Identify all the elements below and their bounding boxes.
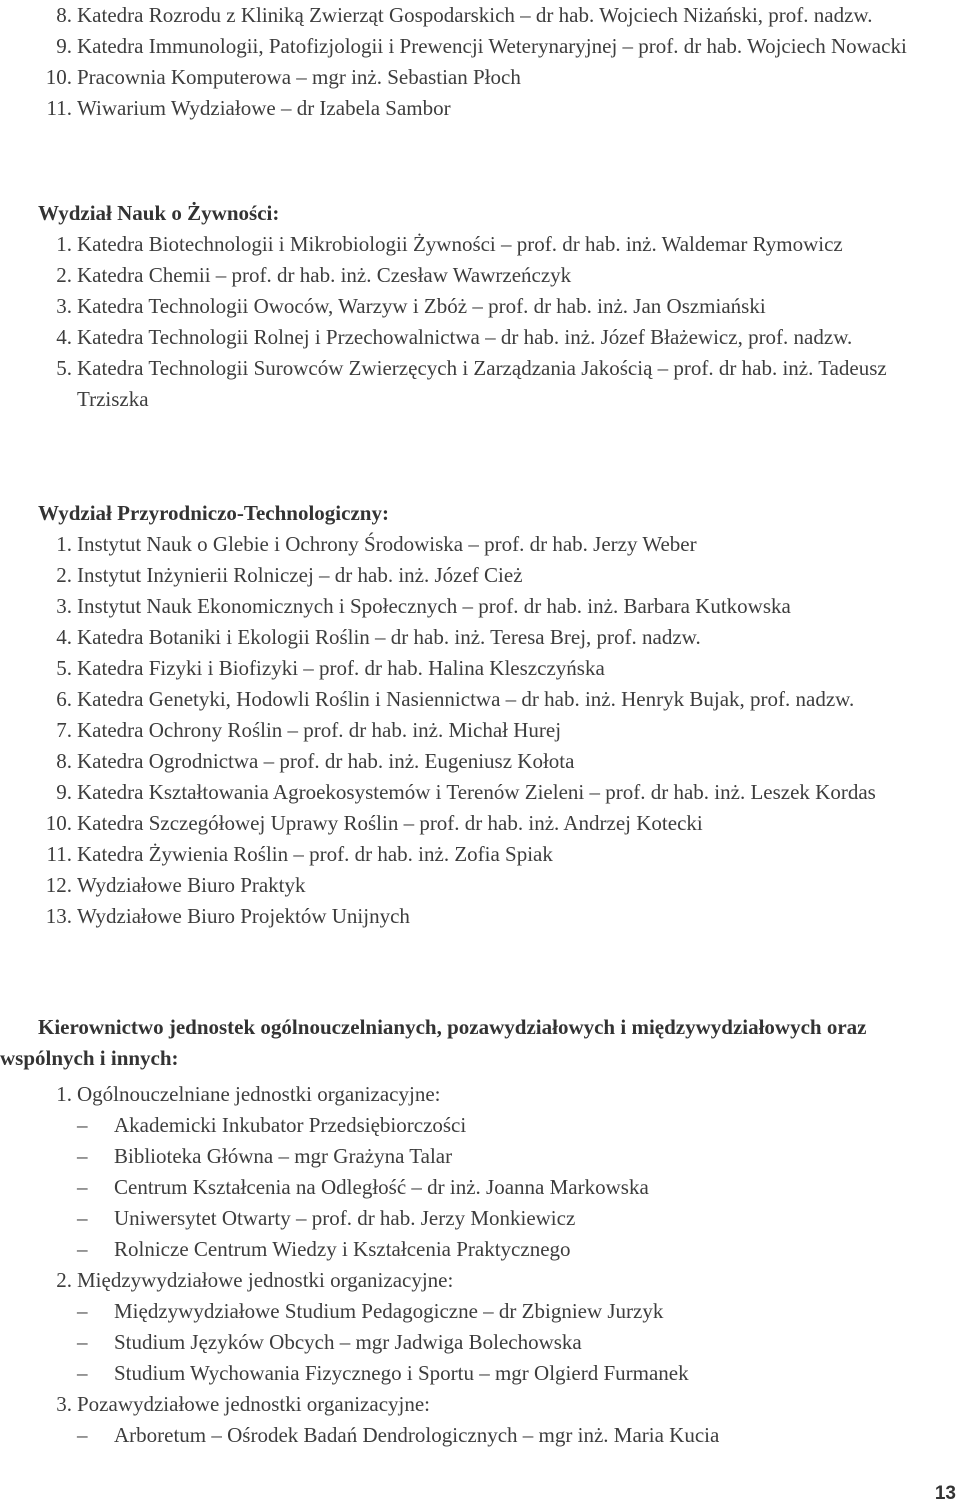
- list-item: [38, 653, 958, 684]
- unit-group: [38, 1265, 958, 1389]
- item-number: 2.: [56, 563, 72, 587]
- item-number: 10.: [45, 811, 72, 835]
- list-item: [38, 229, 958, 260]
- list-item: [38, 808, 958, 839]
- item-text: Katedra Kształtowania Agroekosystemów i Terenów Zieleni – prof. dr hab. inż. Leszek Kordas: [77, 780, 876, 804]
- item-text: Pracownia Komputerowa – mgr inż. Sebastian Płoch: [77, 65, 521, 89]
- dash-glyph: –: [77, 1237, 88, 1261]
- item-text: Katedra Biotechnologii i Mikrobiologii Żywności – prof. dr hab. inż. Waldemar Rymowicz: [77, 232, 843, 256]
- list-item: [38, 291, 958, 322]
- sub-item: [77, 1172, 958, 1203]
- list-item: [38, 777, 958, 808]
- list-item: [38, 260, 958, 291]
- item-text: Instytut Nauk o Glebie i Ochrony Środowiska – prof. dr hab. Jerzy Weber: [77, 532, 697, 556]
- group-number: 1.: [56, 1082, 72, 1106]
- list-item: [38, 353, 958, 415]
- leadership-heading: Kierownictwo jednostek ogólnouczelnianych, pozawydziałowych i międzywydziałowych oraz wspólnych i innych:: [0, 1015, 867, 1070]
- item-number: 9.: [56, 780, 72, 804]
- item-number: 5.: [56, 656, 72, 680]
- sub-item-text: Studium Wychowania Fizycznego i Sportu – mgr Olgierd Furmanek: [114, 1361, 689, 1385]
- dash-glyph: –: [77, 1299, 88, 1323]
- item-text: Katedra Botaniki i Ekologii Roślin – dr hab. inż. Teresa Brej, prof. nadzw.: [77, 625, 701, 649]
- group-title: Pozawydziałowe jednostki organizacyjne:: [77, 1392, 431, 1416]
- list-item: [38, 715, 958, 746]
- item-number: 8.: [56, 3, 72, 27]
- sub-item: [77, 1296, 958, 1327]
- unit-group: [38, 1079, 958, 1265]
- sub-item-text: Biblioteka Główna – mgr Grażyna Talar: [114, 1144, 453, 1168]
- sub-item: [77, 1203, 958, 1234]
- sub-item-text: Uniwersytet Otwarty – prof. dr hab. Jerzy Monkiewicz: [114, 1206, 576, 1230]
- item-text: Katedra Technologii Rolnej i Przechowalnictwa – dr hab. inż. Józef Błażewicz, prof. nadzw.: [77, 325, 853, 349]
- section-natural-technological: [38, 498, 958, 932]
- dash-glyph: –: [77, 1113, 88, 1137]
- sub-item: [77, 1141, 958, 1172]
- sub-item: [77, 1420, 958, 1451]
- item-text: Katedra Genetyki, Hodowli Roślin i Nasiennictwa – dr hab. inż. Henryk Bujak, prof. nadzw.: [77, 687, 855, 711]
- list-item: [38, 529, 958, 560]
- dash-glyph: –: [77, 1144, 88, 1168]
- item-text: Katedra Szczegółowej Uprawy Roślin – prof. dr hab. inż. Andrzej Kotecki: [77, 811, 703, 835]
- item-number: 9.: [56, 34, 72, 58]
- item-number: 5.: [56, 356, 72, 380]
- item-number: 6.: [56, 687, 72, 711]
- list-item: [38, 591, 958, 622]
- list-item: [38, 684, 958, 715]
- item-text: Katedra Rozrodu z Kliniką Zwierząt Gospodarskich – dr hab. Wojciech Niżański, prof. nadzw.: [77, 3, 873, 27]
- dash-glyph: –: [77, 1361, 88, 1385]
- section-continued: [38, 0, 958, 124]
- unit-list: [38, 529, 958, 932]
- item-text: Wydziałowe Biuro Projektów Unijnych: [77, 904, 410, 928]
- dash-glyph: –: [77, 1330, 88, 1354]
- item-number: 12.: [45, 873, 72, 897]
- sub-item-text: Centrum Kształcenia na Odległość – dr inż. Joanna Markowska: [114, 1175, 649, 1199]
- group-title: Ogólnouczelniane jednostki organizacyjne:: [77, 1082, 441, 1106]
- item-number: 11.: [46, 842, 72, 866]
- sub-list: [77, 1110, 958, 1265]
- dash-glyph: –: [77, 1206, 88, 1230]
- item-text: Katedra Żywienia Roślin – prof. dr hab. inż. Zofia Spiak: [77, 842, 553, 866]
- sub-item: [77, 1110, 958, 1141]
- item-text: Katedra Immunologii, Patofizjologii i Prewencji Weterynaryjnej – prof. dr hab. Wojciech Nowacki: [77, 34, 907, 58]
- section-heading: Wydział Nauk o Żywności:: [38, 201, 280, 225]
- sub-item-text: Arboretum – Ośrodek Badań Dendrologicznych – mgr inż. Maria Kucia: [114, 1423, 720, 1447]
- sub-item-text: Międzywydziałowe Studium Pedagogiczne – dr Zbigniew Jurzyk: [114, 1299, 664, 1323]
- section-food-sciences: [38, 198, 958, 415]
- sub-item-text: Akademicki Inkubator Przedsiębiorczości: [114, 1113, 467, 1137]
- unit-list: [38, 0, 958, 124]
- list-item: [38, 560, 958, 591]
- sub-item: [77, 1327, 958, 1358]
- item-number: 1.: [56, 532, 72, 556]
- unit-group: [38, 1389, 958, 1451]
- list-item: [38, 322, 958, 353]
- item-text: Katedra Technologii Surowców Zwierzęcych i Zarządzania Jakością – prof. dr hab. inż. Tadeusz Trziszka: [77, 356, 887, 411]
- item-number: 4.: [56, 325, 72, 349]
- sub-item-text: Studium Języków Obcych – mgr Jadwiga Bolechowska: [114, 1330, 582, 1354]
- sub-item: [77, 1358, 958, 1389]
- dash-glyph: –: [77, 1175, 88, 1199]
- section-heading: Wydział Przyrodniczo-Technologiczny:: [38, 501, 389, 525]
- item-text: Katedra Chemii – prof. dr hab. inż. Czesław Wawrzeńczyk: [77, 263, 572, 287]
- item-text: Wydziałowe Biuro Praktyk: [77, 873, 306, 897]
- section-university-units: [38, 1079, 958, 1451]
- list-item: [38, 870, 958, 901]
- item-number: 3.: [56, 294, 72, 318]
- list-item: [38, 901, 958, 932]
- item-text: Wiwarium Wydziałowe – dr Izabela Sambor: [77, 96, 451, 120]
- list-item: [38, 622, 958, 653]
- item-number: 8.: [56, 749, 72, 773]
- item-number: 10.: [45, 65, 72, 89]
- item-text: Katedra Technologii Owoców, Warzyw i Zbóż – prof. dr hab. inż. Jan Oszmiański: [77, 294, 766, 318]
- list-item: [38, 746, 958, 777]
- dash-glyph: –: [77, 1423, 88, 1447]
- unit-group-list: [38, 1079, 958, 1451]
- group-number: 2.: [56, 1268, 72, 1292]
- sub-item: [77, 1234, 958, 1265]
- item-number: 13.: [45, 904, 72, 928]
- page-number: 13: [934, 1483, 956, 1504]
- sub-list: [77, 1296, 958, 1389]
- item-text: Instytut Inżynierii Rolniczej – dr hab. inż. Józef Cież: [77, 563, 523, 587]
- list-item: [38, 0, 958, 31]
- unit-list: [38, 229, 958, 415]
- list-item: [38, 31, 958, 62]
- sub-item-text: Rolnicze Centrum Wiedzy i Kształcenia Praktycznego: [114, 1237, 571, 1261]
- item-number: 1.: [56, 232, 72, 256]
- item-text: Katedra Ogrodnictwa – prof. dr hab. inż. Eugeniusz Kołota: [77, 749, 575, 773]
- item-number: 7.: [56, 718, 72, 742]
- list-item: [38, 62, 958, 93]
- list-item: [38, 839, 958, 870]
- item-text: Instytut Nauk Ekonomicznych i Społecznych – prof. dr hab. inż. Barbara Kutkowska: [77, 594, 791, 618]
- item-number: 2.: [56, 263, 72, 287]
- item-text: Katedra Fizyki i Biofizyki – prof. dr hab. Halina Kleszczyńska: [77, 656, 605, 680]
- item-text: Katedra Ochrony Roślin – prof. dr hab. inż. Michał Hurej: [77, 718, 562, 742]
- group-title: Międzywydziałowe jednostki organizacyjne:: [77, 1268, 454, 1292]
- group-number: 3.: [56, 1392, 72, 1416]
- item-number: 11.: [46, 96, 72, 120]
- list-item: [38, 93, 958, 124]
- item-number: 3.: [56, 594, 72, 618]
- item-number: 4.: [56, 625, 72, 649]
- sub-list: [77, 1420, 958, 1451]
